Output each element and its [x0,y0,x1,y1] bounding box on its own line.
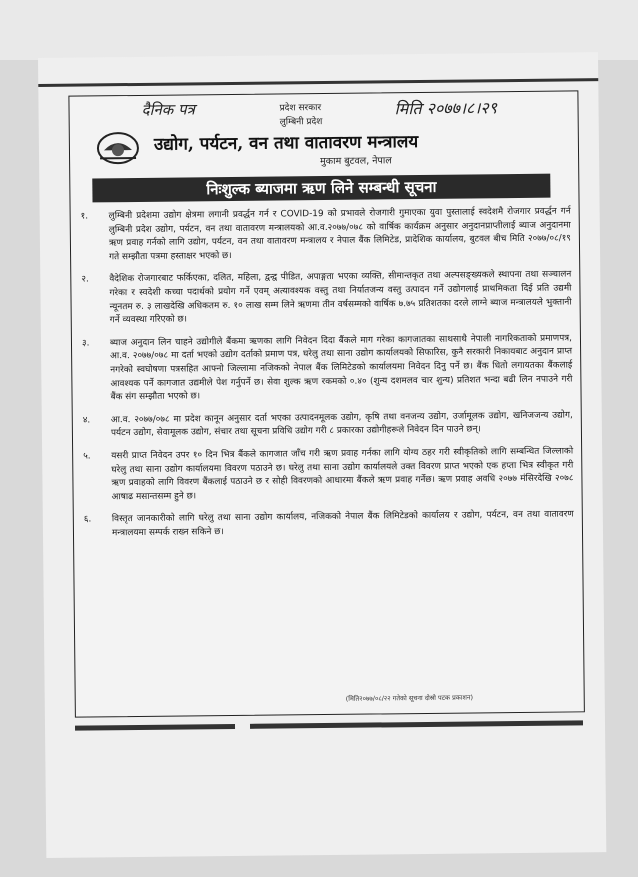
nepal-emblem-icon [96,130,140,166]
notice-item [81,445,574,505]
province-government: प्रदेश सरकार [279,103,322,114]
notice-item [79,269,572,329]
notice-items [79,205,575,550]
bottom-rule-right [250,720,583,728]
province-name: लुम्बिनी प्रदेश [279,117,323,128]
bottom-rules [75,720,583,733]
item-number: ५. [83,451,91,462]
item-text: लुम्बिनी प्रदेशमा उद्योग क्षेत्रमा लगानी प्रवर्द्धन गर्न र COVID-19 को प्रभावले रोजगारी गुमाएका युवा पुस्तालाई स्वदेशमै रोजगार प्रवर्द्धन गर्न लुम्बिनी प्रदेश उद्योग, पर्यटन, वन तथा वातावरण मन्त्रालयको आ.व.२०७७/०७८ को वार्षिक कार्यक्रम अनुसार अनुदानप्राप्तीलाई ब्याज अनुदानमा ऋण प्रवाह गर्नको लागि उद्योग, पर्यटन, वन तथा वातावरण मन्त्रालय र नेपाल बैंक लिमिटेड, प्रादेशिक कार्यालय, बुटवल बीच मिति २०७७/०८/१९ गते सम्झौता पत्रमा हस्ताक्षर भएको छ। [108,206,571,263]
newspaper-clipping [38,52,606,858]
notice-item [80,332,573,405]
bottom-rule-left [75,724,235,731]
item-number: ३. [81,338,90,349]
item-number: २. [81,274,89,285]
notice-header [69,91,578,199]
notice-title: निःशुल्क ब्याजमा ऋण लिने सम्बन्धी सूचना [92,174,550,203]
item-number: ४. [82,415,91,426]
item-number: ६. [83,514,92,525]
item-text: आ.व. २०७७/०७८ मा प्रदेश कानून अनुसार दर्ता भएका उत्पादनमूलक उद्योग, कृषि तथा वनजन्य उद्योग, उर्जामूलक उद्योग, खनिजजन्य उद्योग, पर्यटन उद्योग, सेवामूलक उद्योग, संचार तथा सूचना प्रविधि उद्योग गरी ८ प्रकारका उद्योगीहरूले निवेदन दिन पाउने छन्। [110,410,573,439]
handwritten-source: दैनिक पत्र [141,100,195,119]
item-number: १. [80,211,89,222]
handwritten-date: मिति २०७७।८।२९ [394,98,498,119]
top-rule [38,78,598,87]
item-text: वैदेशिक रोजगारबाट फर्किएका, दलित, महिला, द्वन्द्व पीडित, अपाङ्गता भएका व्यक्ति, सीमान्तकृत तथा अल्पसङ्ख्यकले स्थापना तथा सञ्चालन गरेका र स्वदेशी कच्चा पदार्थको प्रयोग गर्ने एवम् अत्यावश्यक वस्तु तथा निर्यातजन्य वस्तु उत्पादन गर्ने उद्योगलाई प्राथमिकता दिई प्रति उद्यमी न्यूनतम रु. ३ लाखदेखि अधिकतम रु. १० लाख सम्म लिने ऋणमा तीन वर्षसम्मको वार्षिक ७.७५ प्रतिशतका दरले लाग्ने ब्याज मन्त्रालयले भुक्तानी गर्ने व्यवस्था गरिएको छ। [109,269,572,326]
background-top [0,0,638,60]
notice-item [81,409,573,441]
notice-frame [68,90,584,717]
item-text: यसरी प्राप्त निवेदन उपर १० दिन भित्र बैंकले कागजात जाँच गरी ऋण प्रवाह गर्नका लागि योग्य ठहर गरी स्वीकृतिको लागि सम्बन्धित जिल्लाको घरेलु तथा साना उद्योग कार्यालयमा विवरण पठाउने छ। घरेलु तथा साना उद्योग कार्यालयले उक्त विवरण प्राप्त भएको एक हप्ता भित्र स्वीकृत गरी ऋण प्रवाहको लागि विवरण बैंकलाई पठाउने छ र सोही विवरणको आधारमा बैंकले ऋण प्रवाह गर्नेछ। ऋण प्रवाह अवधि २०७७ मंसिरदेखि २०७८ आषाढ मसान्तसम्म हुने छ। [111,446,574,502]
item-text: विस्तृत जानकारीको लागि घरेलु तथा साना उद्योग कार्यालय, नजिकको नेपाल बैंक लिमिटेडको कार्यालय र उद्योग, पर्यटन, वन तथा वातावरण मन्त्रालयमा सम्पर्क राख्न सकिने छ। [111,509,574,539]
notice-item [82,509,574,541]
item-text: ब्याज अनुदान लिन चाहने उद्योगीले बैंकमा ऋणका लागि निवेदन दिदा बैंकले माग गरेका कागजातका साथसाथै नेपाली नागरिकताको प्रमाणपत्र, आ.व. २०७७/०७८ मा दर्ता भएको उद्योग दर्ताको प्रमाण पत्र, घरेलु तथा साना उद्योग कार्यालयको सिफारिस, कुनै सरकारी निकायबाट अनुदान प्राप्त नगरेको स्वघोषणा पत्रसहित आफ्नो जिल्लामा नजिकको नेपाल बैंक लिमिटेडको कार्यालयमा निवेदन दिनु पर्ने छ। बैंक धितो लगायतका बैंकलाई आवश्यक पर्ने कागजात उद्यमीले पेश गर्नुपर्ने छ। सेवा शुल्क ऋण रकमको ०.४० (शुन्य दशमलव चार शुन्य) प्रतिशत भन्दा बढी लिन नपाउने गरी बैंक संग सम्झौता भएको छ। [109,333,573,403]
ministry-hq: मुकाम बुटवल, नेपाल [320,155,392,168]
notice-item [79,205,572,265]
publication-reference: (मिति२०७७/०८/२२ गतेको सूचना दोस्रो पटक प्रकाशन) [345,693,474,703]
ministry-name: उद्योग, पर्यटन, वन तथा वातावरण मन्त्रालय [153,132,419,155]
